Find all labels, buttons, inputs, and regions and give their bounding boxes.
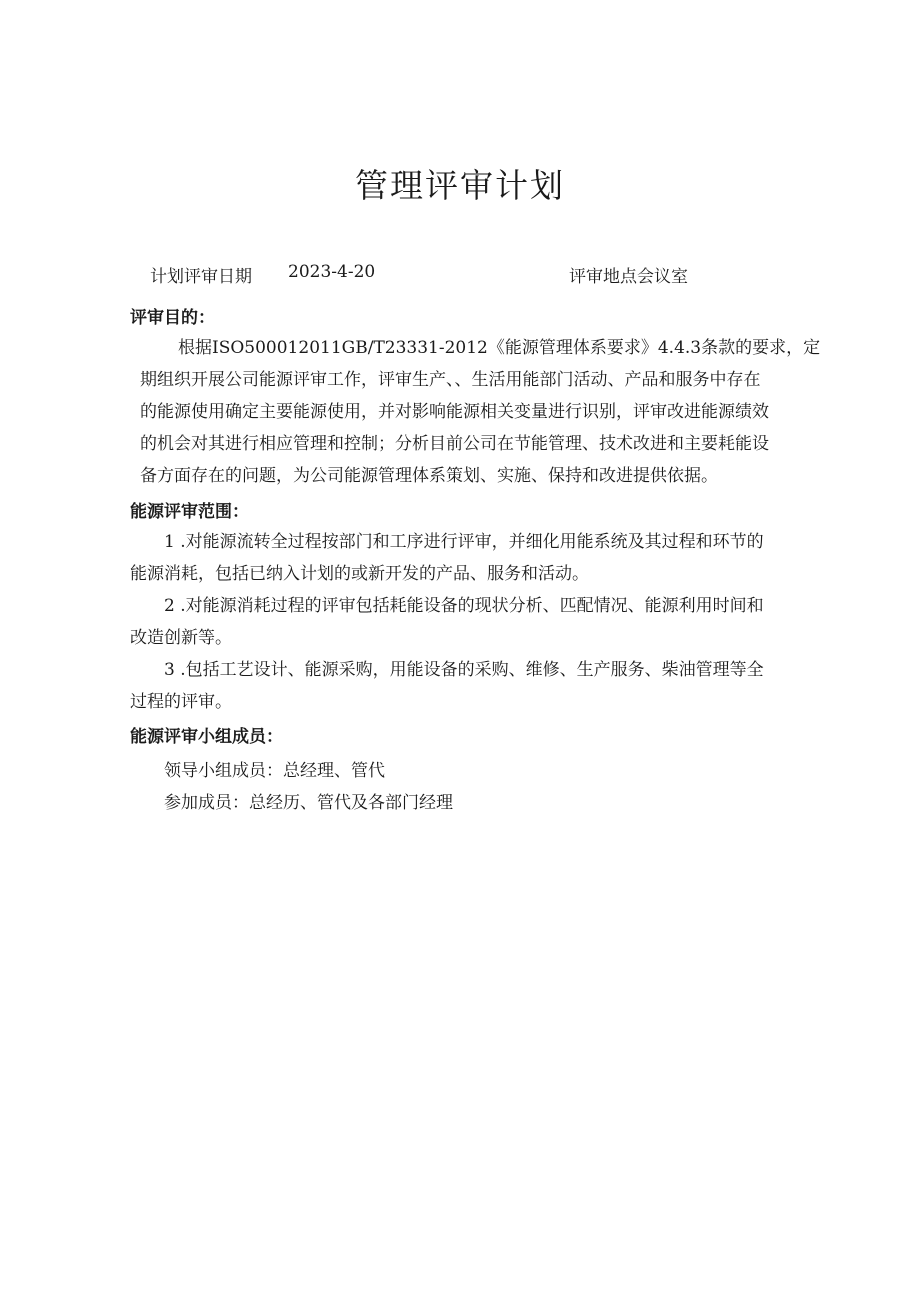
scope-item-line: 能源消耗，包括已纳入计划的或新开发的产品、服务和活动。	[130, 564, 589, 584]
review-date-label: 计划评审日期	[150, 267, 252, 287]
review-date-value: 2023-4-20	[288, 262, 376, 282]
participants-line: 参加成员：总经历、管代及各部门经理	[164, 793, 453, 813]
document-title: 管理评审计划	[355, 166, 565, 205]
purpose-line: 期组织开展公司能源评审工作，评审生产、、生活用能部门活动、产品和服务中存在	[140, 370, 761, 390]
purpose-line: 备方面存在的问题，为公司能源管理体系策划、实施、保持和改进提供依据。	[140, 466, 718, 486]
leader-group-line: 领导小组成员：总经理、管代	[164, 761, 385, 781]
scope-item-2	[130, 590, 824, 654]
purpose-heading: 评审目的：	[130, 308, 215, 328]
purpose-line: 的机会对其进行相应管理和控制；分析目前公司在节能管理、技术改进和主要耗能设	[140, 434, 769, 454]
purpose-paragraph	[130, 332, 824, 492]
scope-item-line: 改造创新等。	[130, 628, 232, 648]
scope-item-1	[130, 526, 824, 590]
scope-item-line: 2 .对能源消耗过程的评审包括耗能设备的现状分析、匹配情况、能源利用时间和	[164, 596, 764, 616]
scope-item-line: 1 .对能源流转全过程按部门和工序进行评审，并细化用能系统及其过程和环节的	[164, 532, 764, 552]
purpose-line: 的能源使用确定主要能源使用，并对影响能源相关变量进行识别，评审改进能源绩效	[140, 402, 769, 422]
review-meta-row	[150, 262, 770, 286]
scope-item-line: 3 .包括工艺设计、能源采购，用能设备的采购、维修、生产服务、柴油管理等全	[164, 660, 764, 680]
scope-item-3	[130, 654, 824, 718]
purpose-line: 根据ISO500012011GB/T23331-2012《能源管理体系要求》4.4.3条款的要求，定	[178, 338, 821, 358]
team-heading: 能源评审小组成员：	[130, 727, 283, 747]
scope-item-line: 过程的评审。	[130, 692, 232, 712]
scope-heading: 能源评审范围：	[130, 502, 249, 522]
review-place: 评审地点会议室	[569, 267, 688, 287]
